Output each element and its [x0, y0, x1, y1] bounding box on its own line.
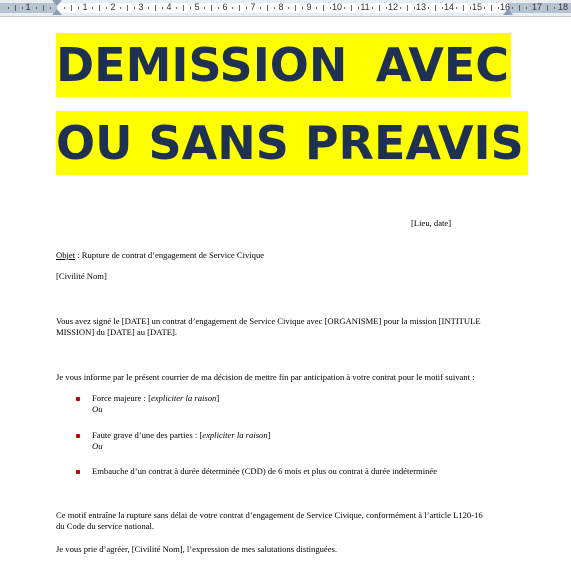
ruler-tick: [442, 7, 443, 9]
title-word-demission: DEMISSION: [56, 38, 348, 92]
ruler-tick: [386, 7, 387, 9]
ruler-number: 8: [278, 2, 284, 12]
ruler-tick: [491, 5, 492, 11]
ruler-number: 17: [531, 2, 542, 12]
title-word-avec: AVEC: [375, 38, 509, 92]
bullet-1-label: Force majeure : [: [92, 393, 151, 403]
ruler-tick: [351, 5, 352, 11]
ruler-tick: [22, 7, 23, 9]
place-date: [Lieu, date]: [411, 218, 452, 228]
right-indent-marker[interactable]: [503, 9, 513, 15]
ruler-number: 14: [443, 2, 454, 12]
left-indent-marker[interactable]: [52, 9, 62, 15]
ruler-tick: [274, 7, 275, 9]
bullet-2-or: Ou: [92, 441, 103, 451]
first-line-indent-marker[interactable]: [52, 0, 62, 6]
ruler-tick: [414, 7, 415, 9]
bullet-2-text: [92, 430, 271, 441]
ruler-tick: [358, 7, 359, 9]
ruler-tick: [211, 5, 212, 11]
bullet-1-or: Ou: [92, 404, 103, 414]
bullet-2-end: ]: [267, 430, 271, 440]
bullet-1-placeholder: expliciter la raison: [150, 393, 217, 403]
ruler-tick: [239, 5, 240, 11]
ruler-tick: [512, 7, 513, 9]
ruler-tick: [43, 5, 44, 11]
closing-paragraph: Je vous prie d’agréer, [Civilité Nom], l’expression de mes salutations distinguées.: [56, 544, 338, 554]
ruler-number: 1: [82, 2, 88, 12]
ruler-tick: [498, 7, 499, 9]
ruler-tick: [547, 5, 548, 11]
title-line-1: [56, 33, 511, 97]
ruler-tick: [379, 5, 380, 11]
ruler-tick: [190, 7, 191, 9]
ruler-tick: [302, 7, 303, 9]
bullet-icon: [76, 470, 80, 474]
ruler-number: 11: [360, 2, 370, 12]
ruler-number: 16: [499, 2, 510, 12]
ruler-tick: [8, 7, 9, 9]
ruler-number: 15: [471, 2, 482, 12]
ruler-number: 4: [166, 2, 172, 12]
ruler-number: 7: [250, 2, 256, 12]
ruler-tick: [470, 7, 471, 9]
ruler-tick: [288, 7, 289, 9]
ruler-tick: [344, 7, 345, 9]
ruler-tick: [155, 5, 156, 11]
paragraph-2-line-2: du Code du service national.: [56, 521, 155, 531]
ruler-tick: [78, 7, 79, 9]
ruler-number: 6: [222, 2, 228, 12]
object-label: Objet: [56, 250, 76, 260]
ruler-tick: [435, 5, 436, 11]
ruler-tick: [15, 5, 16, 11]
object-text: : Rupture de contrat d’engagement de Service Civique: [75, 250, 265, 260]
ruler-tick: [554, 7, 555, 9]
ruler-tick: [134, 7, 135, 9]
ruler-number: 9: [306, 2, 312, 12]
ruler-tick: [92, 7, 93, 9]
ruler-tick: [330, 7, 331, 9]
ruler-tick: [428, 7, 429, 9]
ruler-tick: [295, 5, 296, 11]
paragraph-2-line-1: Ce motif entraîne la rupture sans délai de votre contrat d’engagement de Service Civique, conformément à l’article L120-16: [56, 510, 483, 520]
ruler-tick: [99, 5, 100, 11]
ruler-number: 2: [110, 2, 116, 12]
ruler-tick: [372, 7, 373, 9]
ruler-tick: [267, 5, 268, 11]
ruler-tick: [316, 7, 317, 9]
ruler-tick: [246, 7, 247, 9]
ruler-tick: [400, 7, 401, 9]
ruler-tick: [148, 7, 149, 9]
title-line-2: OU SANS PREAVIS: [56, 111, 528, 175]
ruler-tick: [218, 7, 219, 9]
bullet-2-placeholder: expliciter la raison: [202, 430, 268, 440]
ruler-tick: [463, 5, 464, 11]
intro-paragraph: Je vous informe par le présent courrier de ma décision de mettre fin par anticipation à votre contrat pour le motif suivant :: [56, 372, 475, 382]
salutation: [Civilité Nom]: [56, 271, 107, 281]
ruler-number: 1: [25, 2, 31, 12]
object-line: [56, 250, 264, 261]
ruler-tick: [50, 7, 51, 9]
ruler-tick: [71, 5, 72, 11]
ruler-tick: [127, 5, 128, 11]
ruler-tick: [106, 7, 107, 9]
bullet-1-text: [92, 393, 219, 404]
bullet-icon: [76, 397, 80, 401]
ruler-tick: [232, 7, 233, 9]
ruler-tick: [36, 7, 37, 9]
ruler-tick: [162, 7, 163, 9]
ruler-tick: [526, 7, 527, 9]
ruler-tick: [204, 7, 205, 9]
ruler-tick: [183, 5, 184, 11]
ruler-number: 10: [331, 2, 342, 12]
bullet-icon: [76, 434, 80, 438]
ruler-number: 5: [194, 2, 200, 12]
ruler-number: 3: [138, 2, 144, 12]
ruler-tick: [407, 5, 408, 11]
bullet-1-end: ]: [216, 393, 220, 403]
ruler-number: 13: [415, 2, 426, 12]
ruler-tick: [456, 7, 457, 9]
ruler-tick: [120, 7, 121, 9]
ruler-number: 18: [557, 2, 568, 12]
ruler-tick: [484, 7, 485, 9]
ruler-number: 12: [387, 2, 398, 12]
ruler-tick: [519, 5, 520, 11]
ruler-tick: [260, 7, 261, 9]
ruler-tick: [176, 7, 177, 9]
paragraph-1-line-2: MISSION] du [DATE] au [DATE].: [56, 327, 178, 337]
paragraph-1-line-1: Vous avez signé le [DATE] un contrat d’engagement de Service Civique avec [ORGANISME] pour la mission [INTITULE: [56, 316, 481, 326]
bullet-2-label: Faute grave d’une des parties : [: [92, 430, 203, 440]
ruler-tick: [64, 7, 65, 9]
horizontal-ruler[interactable]: [0, 0, 571, 17]
bullet-3-text: Embauche d’un contrat à durée déterminée (CDD) de 6 mois et plus ou contrat à durée indéterminée: [92, 466, 438, 476]
ruler-tick: [323, 5, 324, 11]
